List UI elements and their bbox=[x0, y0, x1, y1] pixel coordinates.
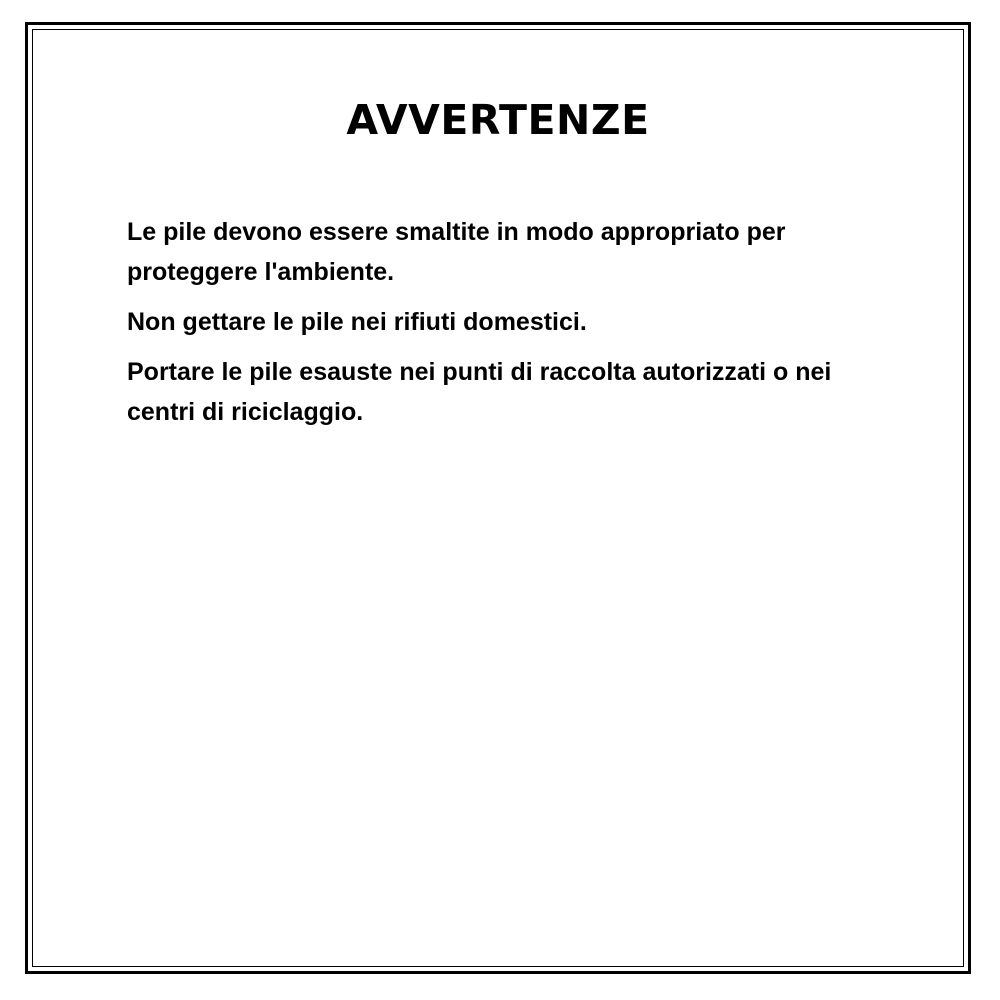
paragraph-disposal: Le pile devono essere smaltite in modo appropriato per proteggere l'ambiente. bbox=[127, 218, 786, 286]
page-title: AVVERTENZE bbox=[346, 96, 650, 144]
outer-border-frame bbox=[25, 22, 971, 974]
warning-body bbox=[127, 212, 887, 442]
inner-border-frame bbox=[32, 29, 964, 967]
paragraph-household-waste: Non gettare le pile nei rifiuti domestici. bbox=[127, 308, 587, 336]
paragraph-collection-points: Portare le pile esauste nei punti di raccolta autorizzati o nei centri di riciclaggio. bbox=[127, 358, 832, 426]
